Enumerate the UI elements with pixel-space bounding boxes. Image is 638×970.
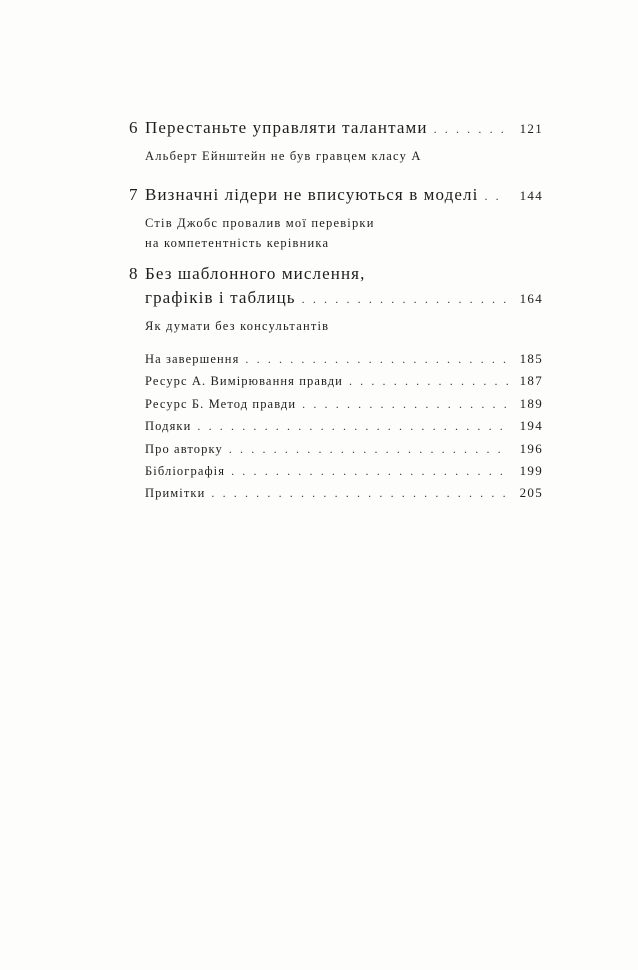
toc-back-matter (145, 351, 543, 508)
toc-entry-title: Ресурс А. Вимірювання правди (145, 374, 343, 389)
chapter-subtitle (129, 316, 543, 336)
toc-entry (145, 418, 543, 440)
chapter-number: 8 (129, 264, 138, 283)
toc-chapter-7 (129, 185, 543, 253)
toc-entry-page: 196 (519, 440, 543, 456)
chapter-title: Перестаньте управляти талантами (145, 118, 428, 137)
toc-entry-page: 185 (519, 351, 543, 366)
chapter-subtitle-line: Як думати без консультантів (145, 319, 330, 333)
toc-entry-title: Подяки (145, 419, 192, 434)
dot-leader (245, 352, 509, 367)
chapter-title: Визначні лідери не вписуються в моделі (145, 185, 479, 204)
toc-chapter-6 (129, 118, 543, 166)
dot-leader (302, 292, 507, 307)
chapter-subtitle (129, 146, 543, 166)
dot-leader (349, 374, 509, 389)
chapter-subtitle (129, 213, 543, 253)
toc-entry (145, 373, 543, 395)
chapter-page-number: 164 (519, 291, 543, 306)
dot-leader (231, 464, 509, 479)
toc-entry-page: 205 (519, 485, 543, 501)
chapter-subtitle-line: Стів Джобс провалив мої перевірки (145, 216, 375, 230)
chapter-page-number: 144 (519, 188, 543, 203)
chapter-subtitle-line: на компетентність керівника (145, 236, 330, 250)
dot-leader (302, 397, 509, 412)
toc-entry-title: Бібліографія (145, 463, 226, 478)
chapter-title-continued: графіків і таблиць (145, 288, 296, 307)
dot-leader (229, 442, 509, 457)
chapter-number: 6 (129, 118, 138, 137)
toc-entry-title: На завершення (145, 352, 240, 366)
dot-leader (434, 122, 507, 137)
toc-entry-title: Про авторку (145, 441, 223, 456)
toc-entry (145, 485, 543, 507)
toc-entry (145, 441, 543, 463)
chapter-title: Без шаблонного мислення, (145, 264, 366, 283)
dot-leader (197, 419, 509, 434)
toc-entry-page: 194 (519, 418, 543, 434)
toc-entry (145, 463, 543, 485)
toc-chapter-8 (129, 264, 543, 336)
toc-entry-page: 189 (519, 395, 543, 411)
chapter-number: 7 (129, 185, 138, 204)
dot-leader (211, 486, 509, 501)
toc-entry-page: 199 (519, 462, 543, 478)
chapter-subtitle-line: Альберт Ейнштейн не був гравцем класу А (145, 149, 422, 163)
chapter-page-number: 121 (519, 121, 543, 136)
dot-leader (484, 189, 507, 204)
toc-entry-title: Ресурс Б. Метод правди (145, 396, 297, 411)
toc-entry (145, 396, 543, 418)
toc-entry (145, 351, 543, 373)
toc-entry-page: 187 (519, 373, 543, 389)
toc-entry-title: Примітки (145, 486, 206, 501)
